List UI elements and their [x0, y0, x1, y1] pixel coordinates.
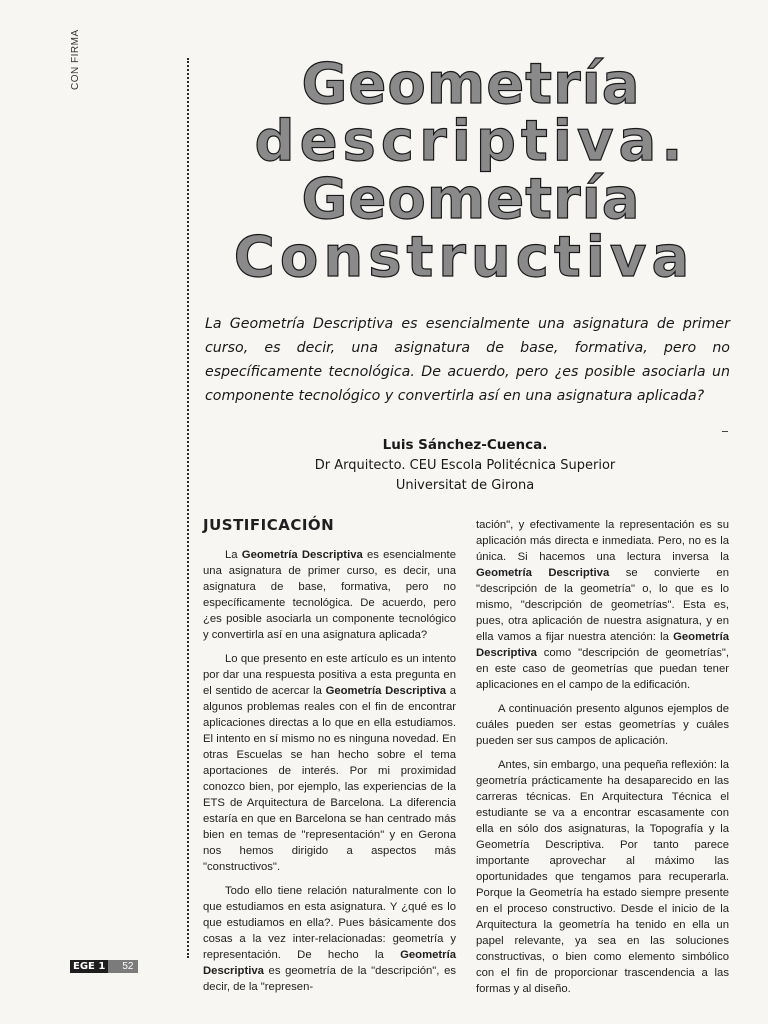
body-paragraph: A continuación presento algunos ejemplos de cuáles pueden ser estas geometrías y cuáles pueden ser sus campos de aplicación. — [476, 703, 729, 747]
title-line-1: Geometría — [301, 52, 641, 117]
body-paragraph: La Geometría Descriptiva es esencialmente una asignatura de primer curso, es decir, una asignatura de base, formativa, pero no específicamente tecnológica. De acuerdo, pero ¿es posible asociarla un componente tecnológico y convertirla así en una asignatura aplicada? — [203, 549, 456, 641]
scan-mark — [722, 431, 728, 432]
title-line-2: descriptiva. — [254, 109, 688, 174]
body-paragraph: Antes, sin embargo, una pequeña reflexión: la geometría prácticamente ha desaparecido en las carreras técnicas. En Arquitectura Técnica el estudiante se va a encontrar escasamente con ella en sólo dos asignaturas, la Topografía y la Geometría Descriptiva. Por tanto parece importante aprovechar al máximo las oportunidades que tengamos para recuperarla. Porque la Geometría ha estado siempre presente en el proceso constructivo. Desde el inicio de la Arquitectura la geometría ha tenido en ella un papel relevante, ya sea en las soluciones constructivas, o bien como elemento simbólico con el fin de proporcionar trascendencia a las formas y al diseño. — [476, 759, 729, 995]
author-block — [300, 434, 630, 496]
author-university: Universitat de Girona — [395, 478, 535, 493]
title-line-3: Geometría — [301, 167, 641, 232]
body-paragraph: Todo ello tiene relación naturalmente con lo que estudiamos en esta asignatura. Y ¿qué es lo que estudiamos en ella?. Pues básicamente dos cosas a la vez inter-relacionadas: geometría y representación. De hecho la Geometría Descriptiva es geometría de la "descripción", es decir, de la "represen- — [203, 885, 456, 993]
lead-paragraph: La Geometría Descriptiva es esencialmente una asignatura de primer curso, es decir, una asignatura de base, formativa, pero no específicamente tecnológica. De acuerdo, pero ¿es posible asociarla un componente tecnológico y convertirla así en una asignatura aplicada? — [205, 316, 730, 404]
body-paragraph: Lo que presento en este artículo es un intento por dar una respuesta positiva a esta pregunta en el sentido de acercar la Geometría Descriptiva a algunos problemas reales con el fin de encontrar aplicaciones directas a lo que en ella estudiamos. El intento en sí mismo no es ninguna novedad. En otras Escuelas se han hecho sobre el tema aportaciones de interés. Por mi proximidad conozco bien, por ejemplo, las experiencias de la ETS de Arquitectura de Barcelona. La diferencia estaría en que en Barcelona se han centrado más bien en temas de "representación" y en Gerona nos hemos dirigido a aspectos más "constructivos". — [203, 653, 456, 873]
title-line-4: Constructiva — [233, 225, 695, 290]
page-footer — [70, 960, 150, 973]
journal-logo: EGE 1 — [70, 960, 108, 973]
left-column — [203, 515, 456, 1003]
dotted-divider — [187, 58, 189, 958]
section-heading: JUSTIFICACIÓN — [203, 516, 335, 534]
article-title — [196, 52, 746, 290]
right-column — [476, 517, 729, 1005]
section-label: CON FIRMA — [70, 29, 81, 90]
page-number: 52 — [108, 960, 138, 973]
author-affiliation: Dr Arquitecto. CEU Escola Politécnica Superior — [314, 458, 616, 473]
author-name: Luis Sánchez-Cuenca. — [382, 437, 548, 453]
body-paragraph: tación", y efectivamente la representación es su aplicación más directa e inmediata. Pero, no es la única. Si hacemos una lectura inversa la Geometría Descriptiva se convierte en "descripción de la geometría" o, lo que es lo mismo, "descripción de geometrías". Esta es, pues, otra aplicación de nuestra asignatura, y en ella vamos a fijar nuestra atención: la Geometría Descriptiva como "descripción de geometrías", en este caso de geometrías que puedan tener aplicaciones en el campo de la edificación. — [476, 519, 729, 691]
